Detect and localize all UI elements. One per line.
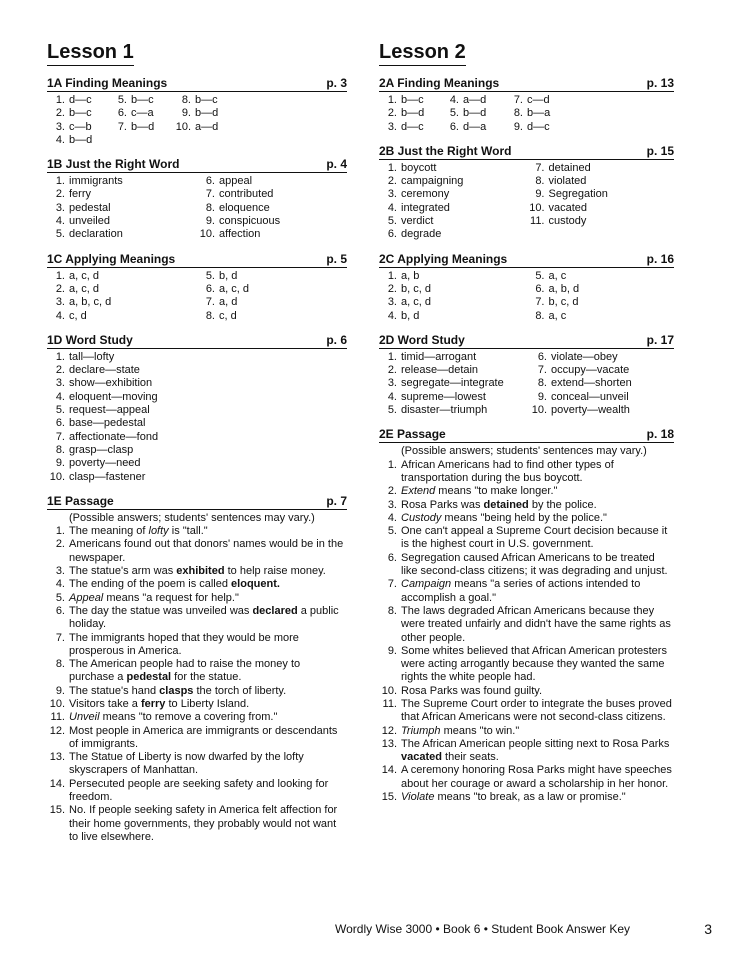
answer-item: 2. release—detain [387,364,479,377]
answer-item: 10. affection [199,228,261,241]
section-1b-header [47,157,347,173]
section-title: 1C Applying Meanings [47,251,176,266]
section-1a-header [47,76,347,92]
answer-item: 6. violate—obey [537,350,618,363]
answer-item: 1. tall—lofty [55,350,115,363]
answer-item: 7. occupy—vacate [537,364,630,377]
answer-item: 9. b—d [181,107,219,120]
answer-item: 5. request—appeal [55,404,150,417]
answer-item: 3. show—exhibition [55,377,153,390]
answer-item: 1. a, c, d [55,269,99,282]
answer-item: 4. b, d [387,309,420,322]
answer-item: 10. a—d [175,120,219,133]
answer-item: 9. conceal—unveil [537,390,629,403]
passage-answer: 8. The laws degraded African Americans because they were treated unfairly and didn't have the same rights as other people. [387,604,671,644]
answer-item: 9. d—c [513,120,550,133]
answer-item: 10. vacated [529,201,588,214]
answer-grid [47,270,347,323]
page-number: 3 [704,921,712,937]
section-title: 2E Passage [379,427,446,442]
section-page: p. 5 [326,251,347,266]
answer-item: 4. integrated [387,201,450,214]
passage-answer: 13. The Statue of Liberty is now dwarfed by the lofty skyscrapers of Manhattan. [49,751,304,777]
section-1a [47,76,347,147]
footer-text: Wordly Wise 3000 • Book 6 • Student Book Answer Key [335,922,630,936]
answer-item: 4. unveiled [55,215,110,228]
answer-item: 8. violated [535,175,587,188]
answer-item: 4. a—d [449,94,487,106]
answer-item: 7. b—d [117,120,155,133]
answer-item: 8. c, d [205,309,237,322]
section-title: 2A Finding Meanings [379,76,500,90]
answer-list [47,351,347,484]
passage-answer: 3. Rosa Parks was detained by the police. [387,498,597,511]
passage-answer: 12. Triumph means "to win." [381,724,520,737]
answer-grid [379,351,674,417]
answer-grid [379,162,674,242]
section-2d [379,333,674,417]
answer-item: 6. c—a [117,107,154,120]
answer-item: 10. poverty—wealth [531,404,630,417]
section-2a-header [379,76,674,92]
passage-answer: 14. A ceremony honoring Rosa Parks might have speeches about her courage or award a scholarship in her honor. [381,764,672,790]
answer-item: 5. a, c [535,269,567,282]
section-page: p. 16 [646,251,674,266]
answer-item: 1. immigrants [55,175,123,188]
section-2b-header [379,144,674,160]
answer-item: 7. c—d [513,94,550,106]
section-page: p. 3 [326,76,347,90]
answer-item: 4. eloquent—moving [55,390,158,403]
section-1d [47,333,347,484]
section-1c [47,252,347,323]
passage-answer: 4. The ending of the poem is called eloquent. [55,578,280,591]
passage-answer: 12. Most people in America are immigrants or descendants of immigrants. [49,724,338,750]
passage-answer: 2. Extend means "to make longer." [387,485,558,498]
passage-answer: 10. Visitors take a ferry to Liberty Island. [49,697,250,710]
passage-intro: (Possible answers; students' sentences may vary.) [69,511,315,524]
passage-answer: 2. Americans found out that donors' names would be in the newspaper. [55,538,344,564]
section-title: 2C Applying Meanings [379,251,508,266]
lesson-1-title: Lesson 1 [47,40,134,66]
passage-answer: 3. The statue's arm was exhibited to help raise money. [55,565,326,578]
passage-answer: 15. No. If people seeking safety in America felt affection for their home governments, they probably would not want to live elsewhere. [49,804,338,843]
section-2d-header [379,333,674,349]
answer-item: 3. segregate—integrate [387,377,504,390]
answer-grid [47,175,347,241]
section-page: p. 13 [646,76,674,90]
section-2a [379,76,674,134]
answer-item: 5. b—d [449,107,487,120]
page-footer [335,921,712,937]
answer-item: 11. custody [530,215,587,228]
section-title: 1A Finding Meanings [47,76,168,90]
section-2e-header [379,427,674,443]
answer-item: 5. declaration [55,228,123,241]
answer-item: 9. poverty—need [55,457,141,470]
answer-item: 5. b—c [117,94,154,106]
section-2c-header [379,252,674,268]
right-column [379,40,674,804]
passage-answer: 1. The meaning of lofty is "tall." [55,525,208,538]
answer-item: 1. d—c [55,94,92,106]
section-2e [379,427,674,804]
section-1d-header [47,333,347,349]
passage-answer: 5. One can't appeal a Supreme Court decision because it is the highest court in U.S. government. [387,525,668,551]
passage-answer: 7. The immigrants hoped that they would be more prosperous in America. [55,631,299,657]
answer-item: 1. a, b [387,269,420,282]
answer-item: 5. verdict [387,215,434,228]
section-1e [47,494,347,844]
answer-item: 2. declare—state [55,364,140,377]
passage-answer: 4. Custody means "being held by the police." [387,511,607,524]
passage-answer: 14. Persecuted people are seeking safety and looking for freedom. [49,777,329,804]
section-title: 1B Just the Right Word [47,157,180,172]
answer-item: 9. Segregation [535,188,608,201]
passage-answer: 9. Some whites believed that African American protesters were acting arrogantly because they wanted the same rights the white people had. [387,644,667,684]
passage-answer: 8. The American people had to raise the money to purchase a pedestal for the statue. [55,658,301,684]
passage-answer: 6. Segregation caused African Americans to be treated like second-class citizens; it was degrading and unjust. [387,551,668,578]
section-page: p. 17 [646,332,674,347]
answer-item: 5. disaster—triumph [387,404,488,417]
section-page: p. 7 [326,493,347,508]
passage-answer: 7. Campaign means "a series of actions intended to accomplish a goal." [387,578,641,604]
answer-item: 3. pedestal [55,201,111,214]
answer-item: 2. b—d [387,107,425,120]
section-title: 1E Passage [47,493,114,508]
passage-answer: 6. The day the statue was unveiled was declared a public holiday. [55,604,339,631]
answer-item: 3. d—c [387,120,424,133]
section-page: p. 6 [326,332,347,347]
answer-item: 3. ceremony [387,188,450,201]
passage-answer: 11. Unveil means "to remove a covering from." [50,711,278,724]
passage-answer: 11. The Supreme Court order to integrate the buses proved that African Americans were not second-class citizens. [382,697,672,724]
passage-answer: 15. Violate means "to break, as a law or promise." [381,791,626,804]
passage-answer: 1. African Americans had to find other types of transportation during the bus boycott. [387,458,614,484]
answer-item: 2. a, c, d [55,282,99,295]
answer-item: 8. extend—shorten [537,377,632,390]
section-1c-header [47,252,347,268]
passage-answer: 9. The statue's hand clasps the torch of liberty. [55,684,287,697]
passage-answer: 10. Rosa Parks was found guilty. [381,684,543,697]
answer-item: 9. conspicuous [205,215,281,228]
answer-item: 8. b—a [513,107,551,120]
section-2b [379,144,674,242]
answer-item: 1. b—c [387,94,424,106]
answer-item: 4. supreme—lowest [387,390,486,403]
answer-item: 8. eloquence [205,201,270,214]
answer-item: 10. clasp—fastener [49,470,146,483]
passage-intro: (Possible answers; students' sentences may vary.) [401,445,647,458]
answer-item: 1. boycott [387,161,437,174]
answer-item: 7. detained [535,161,591,174]
answer-item: 2. b, c, d [387,282,431,295]
answer-item: 7. a, d [205,296,238,309]
answer-item: 6. base—pedestal [55,417,146,430]
answer-item: 4. c, d [55,309,87,322]
section-1e-header [47,494,347,510]
passage-answer: 13. The African American people sitting next to Rosa Parks vacated their seats. [381,737,670,764]
answer-item: 6. degrade [387,228,442,241]
section-2c [379,252,674,323]
section-page: p. 15 [646,143,674,158]
answer-item: 6. a, b, d [535,282,580,295]
section-page: p. 18 [646,427,674,442]
answer-item: 1. timid—arrogant [387,350,477,363]
answer-item: 6. a, c, d [205,282,249,295]
passage-answer: 5. Appeal means "a request for help." [55,591,239,604]
answer-grid [379,270,674,323]
answer-grid [379,94,674,134]
answer-item: 5. b, d [205,269,238,282]
answer-item: 6. appeal [205,175,253,188]
answer-item: 2. ferry [55,188,91,201]
answer-item: 8. a, c [535,309,567,322]
answer-item: 8. b—c [181,94,218,106]
answer-item: 8. grasp—clasp [55,443,134,456]
section-1b [47,157,347,241]
answer-item: 7. contributed [205,188,274,201]
answer-item: 3. a, b, c, d [55,296,112,309]
answer-item: 6. d—a [449,120,487,133]
answer-item: 2. b—c [55,107,92,120]
section-title: 2B Just the Right Word [379,143,512,158]
lesson-2-title: Lesson 2 [379,40,466,66]
answer-item: 7. affectionate—fond [55,430,159,443]
answer-item: 7. b, c, d [535,296,579,309]
answer-grid [47,94,347,147]
section-title: 2D Word Study [379,332,465,347]
answer-item: 3. a, c, d [387,296,431,309]
answer-item: 3. c—b [55,120,92,133]
answer-item: 4. b—d [55,133,93,146]
left-column [47,40,347,844]
answer-item: 2. campaigning [387,175,464,188]
section-title: 1D Word Study [47,332,133,347]
section-page: p. 4 [326,157,347,172]
